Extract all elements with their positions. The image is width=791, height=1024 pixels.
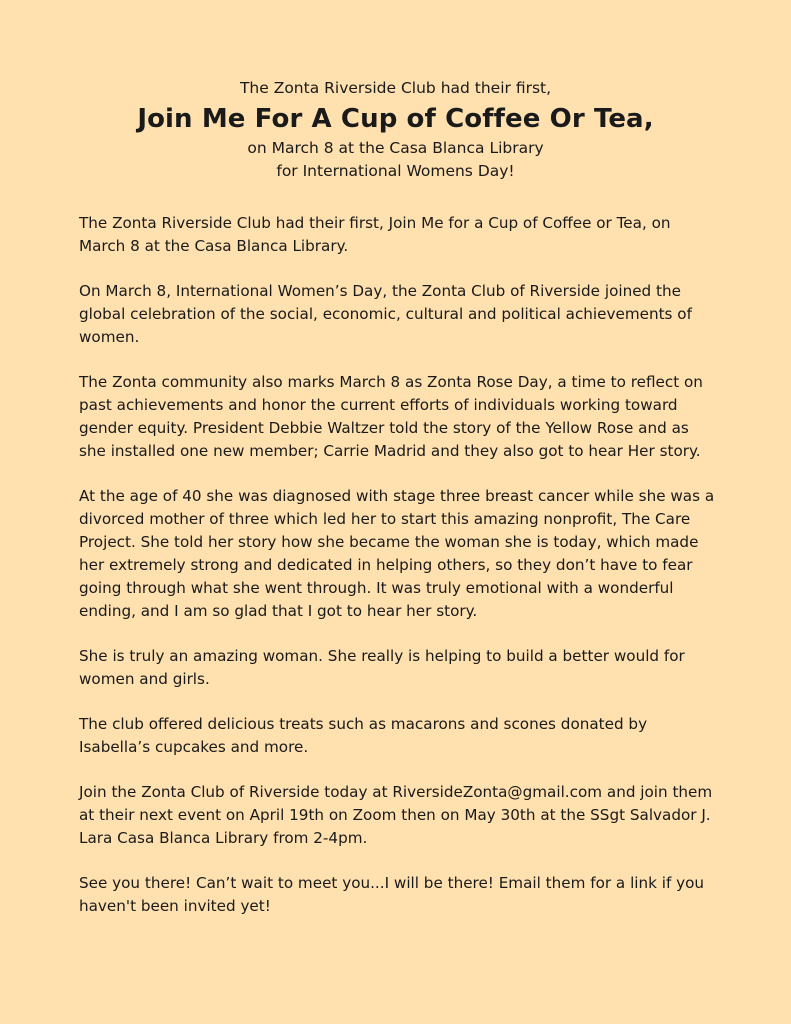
paragraph-event-intro: The Zonta Riverside Club had their first, Join Me for a Cup of Coffee or Tea, on March 8 at the Casa Blanca Library. (79, 214, 671, 255)
paragraph-treats: The club offered delicious treats such as macarons and scones donated by Isabella’s cupcakes and more. (79, 715, 648, 756)
paragraph-speaker-story: At the age of 40 she was diagnosed with stage three breast cancer while she was a divorced mother of three which led her to start this amazing nonprofit, The Care Project. She told her story how she became the woman she is today, which made her extremely strong and dedicated in helping others, so they don’t have to fear going through what she went through. It was truly emotional with a wonderful ending, and I am so glad that I got to hear her story. (79, 487, 715, 620)
header-subline-occasion: for International Womens Day! (276, 162, 515, 180)
paragraph-amazing-woman: She is truly an amazing woman. She really is helping to build a better would for women and girls. (79, 647, 685, 688)
headline: Join Me For A Cup of Coffee Or Tea, (137, 104, 654, 134)
paragraph-join-club: Join the Zonta Club of Riverside today at RiversideZonta@gmail.com and join them at their next event on April 19th on Zoom then on May 30th at the SSgt Salvador J. Lara Casa Blanca Library from 2-4pm. (79, 783, 713, 847)
article-header (0, 77, 791, 183)
article-body (79, 212, 719, 940)
paragraph-closing: See you there! Can’t wait to meet you...I will be there! Email them for a link if you haven't been invited yet! (79, 874, 705, 915)
paragraph-womens-day: On March 8, International Women’s Day, the Zonta Club of Riverside joined the global celebration of the social, economic, cultural and political achievements of women. (79, 282, 692, 346)
header-intro: The Zonta Riverside Club had their first, (239, 79, 552, 97)
paragraph-rose-day: The Zonta community also marks March 8 as Zonta Rose Day, a time to reflect on past achievements and honor the current efforts of individuals working toward gender equity. President Debbie Waltzer told the story of the Yellow Rose and as she installed one new member; Carrie Madrid and they also got to hear Her story. (79, 373, 703, 460)
header-subline-date-location: on March 8 at the Casa Blanca Library (247, 139, 544, 157)
